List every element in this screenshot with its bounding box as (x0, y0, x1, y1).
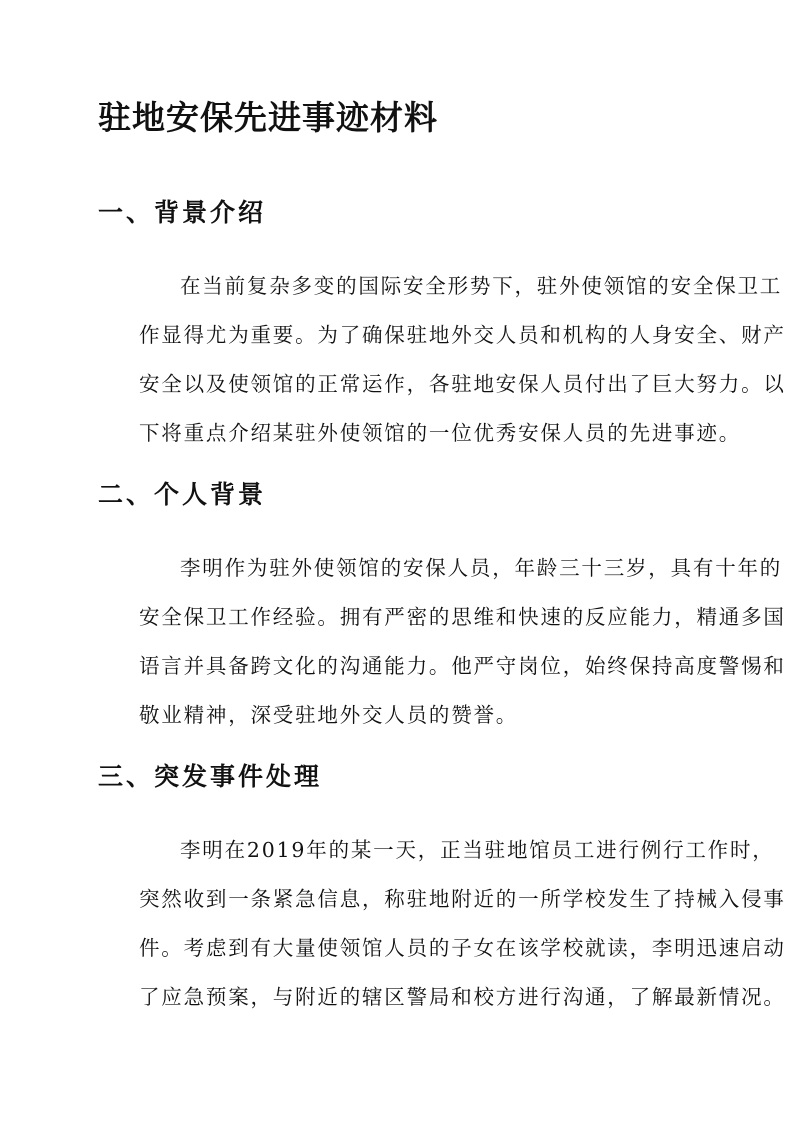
paragraph-line: 安全以及使领馆的正常运作，各驻地安保人员付出了巨大努力。以 (139, 372, 786, 396)
paragraph-line: 作显得尤为重要。为了确保驻地外交人员和机构的人身安全、财产 (139, 323, 786, 347)
paragraph-line: 李明在2019年的某一天，正当驻地馆员工进行例行工作时， (180, 838, 775, 862)
section-paragraph-incident (98, 826, 786, 1022)
document-title: 驻地安保先进事迹材料 (98, 98, 438, 137)
paragraph-line: 下将重点介绍某驻外使领馆的一位优秀安保人员的先进事迹。 (139, 421, 742, 445)
paragraph-line: 敬业精神，深受驻地外交人员的赞誉。 (139, 703, 519, 727)
paragraph-line: 突然收到一条紧急信息，称驻地附近的一所学校发生了持械入侵事 (139, 887, 786, 911)
section-paragraph-background (98, 262, 786, 458)
section-heading-background: 一、背景介绍 (98, 198, 267, 227)
paragraph-line: 语言并具备跨文化的沟通能力。他严守岗位，始终保持高度警惕和 (139, 654, 786, 678)
paragraph-line: 安全保卫工作经验。拥有严密的思维和快速的反应能力，精通多国 (139, 605, 786, 629)
paragraph-line: 了应急预案，与附近的辖区警局和校方进行沟通，了解最新情况。 (139, 985, 786, 1009)
paragraph-line: 李明作为驻外使领馆的安保人员，年龄三十三岁，具有十年的 (180, 556, 783, 580)
section-heading-incident: 三、突发事件处理 (98, 762, 323, 791)
section-heading-personal: 二、个人背景 (98, 480, 267, 509)
paragraph-line: 在当前复杂多变的国际安全形势下，驻外使领馆的安全保卫工 (180, 274, 783, 298)
section-paragraph-personal (98, 544, 786, 740)
paragraph-line: 件。考虑到有大量使领馆人员的子女在该学校就读，李明迅速启动 (139, 936, 786, 960)
